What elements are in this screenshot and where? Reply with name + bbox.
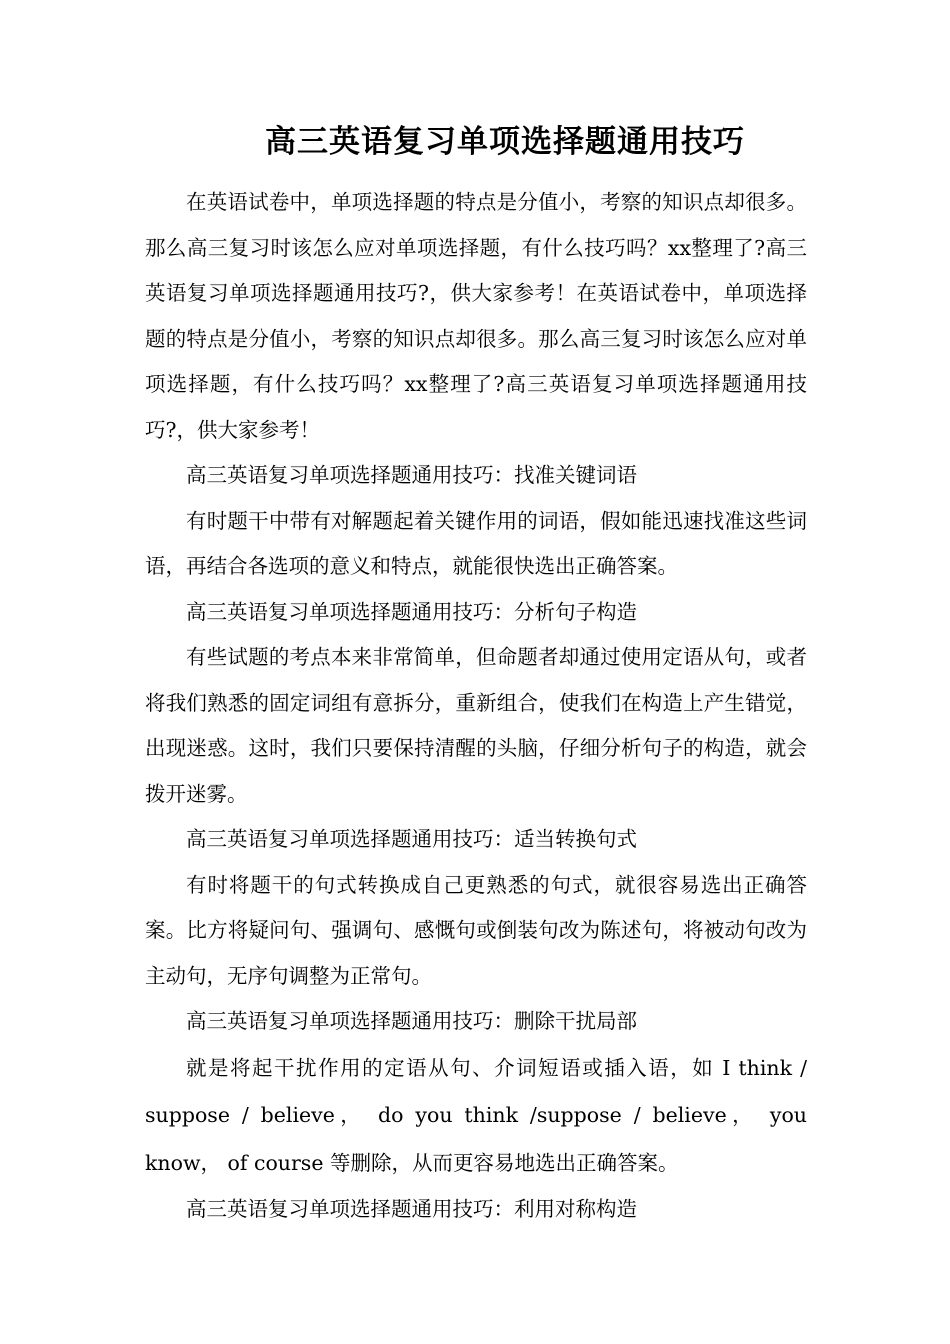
paragraph-intro: 在英语试卷中，单项选择题的特点是分值小，考察的知识点却很多。那么高三复习时该怎么应对单项选择题，有什么技巧吗？xx整理了?高三英语复习单项选择题通用技巧?，供大家参考！在英语试卷中，单项选择题的特点是分值小，考察的知识点却很多。那么高三复习时该怎么应对单项选择题，有什么技巧吗？xx整理了?高三英语复习单项选择题通用技巧?，供大家参考！ <box>145 190 807 442</box>
paragraph-remove-distractors: 就是将起干扰作用的定语从句、介词短语或插入语，如 I think / suppose / believe， do you think /suppose / believe， you know， of course 等删除，从而更容易地选出正确答案。 <box>145 1055 807 1175</box>
document-title: 高三英语复习单项选择题通用技巧 <box>265 124 745 160</box>
heading-convert-sentence: 高三英语复习单项选择题通用技巧：适当转换句式 <box>186 827 637 851</box>
heading-symmetric-structure: 高三英语复习单项选择题通用技巧：利用对称构造 <box>186 1197 637 1221</box>
paragraph-find-keywords: 有时题干中带有对解题起着关键作用的词语，假如能迅速找准这些词语，再结合各选项的意义和特点，就能很快选出正确答案。 <box>145 508 807 578</box>
document-body <box>145 180 807 1233</box>
heading-analyze-structure: 高三英语复习单项选择题通用技巧：分析句子构造 <box>186 599 637 624</box>
paragraph-convert-sentence: 有时将题干的句式转换成自己更熟悉的句式，就很容易选出正确答案。比方将疑问句、强调句、感慨句或倒装句改为陈述句，将被动句改为主动句，无序句调整为正常句。 <box>145 872 807 988</box>
heading-remove-distractors: 高三英语复习单项选择题通用技巧：删除干扰局部 <box>186 1009 637 1033</box>
paragraph-analyze-structure: 有些试题的考点本来非常简单，但命题者却通过使用定语从句，或者将我们熟悉的固定词组有意拆分，重新组合，使我们在构造上产生错觉，出现迷惑。这时，我们只要保持清醒的头脑，仔细分析句子的构造，就会拨开迷雾。 <box>145 645 807 806</box>
heading-find-keywords: 高三英语复习单项选择题通用技巧：找准关键词语 <box>186 463 637 487</box>
